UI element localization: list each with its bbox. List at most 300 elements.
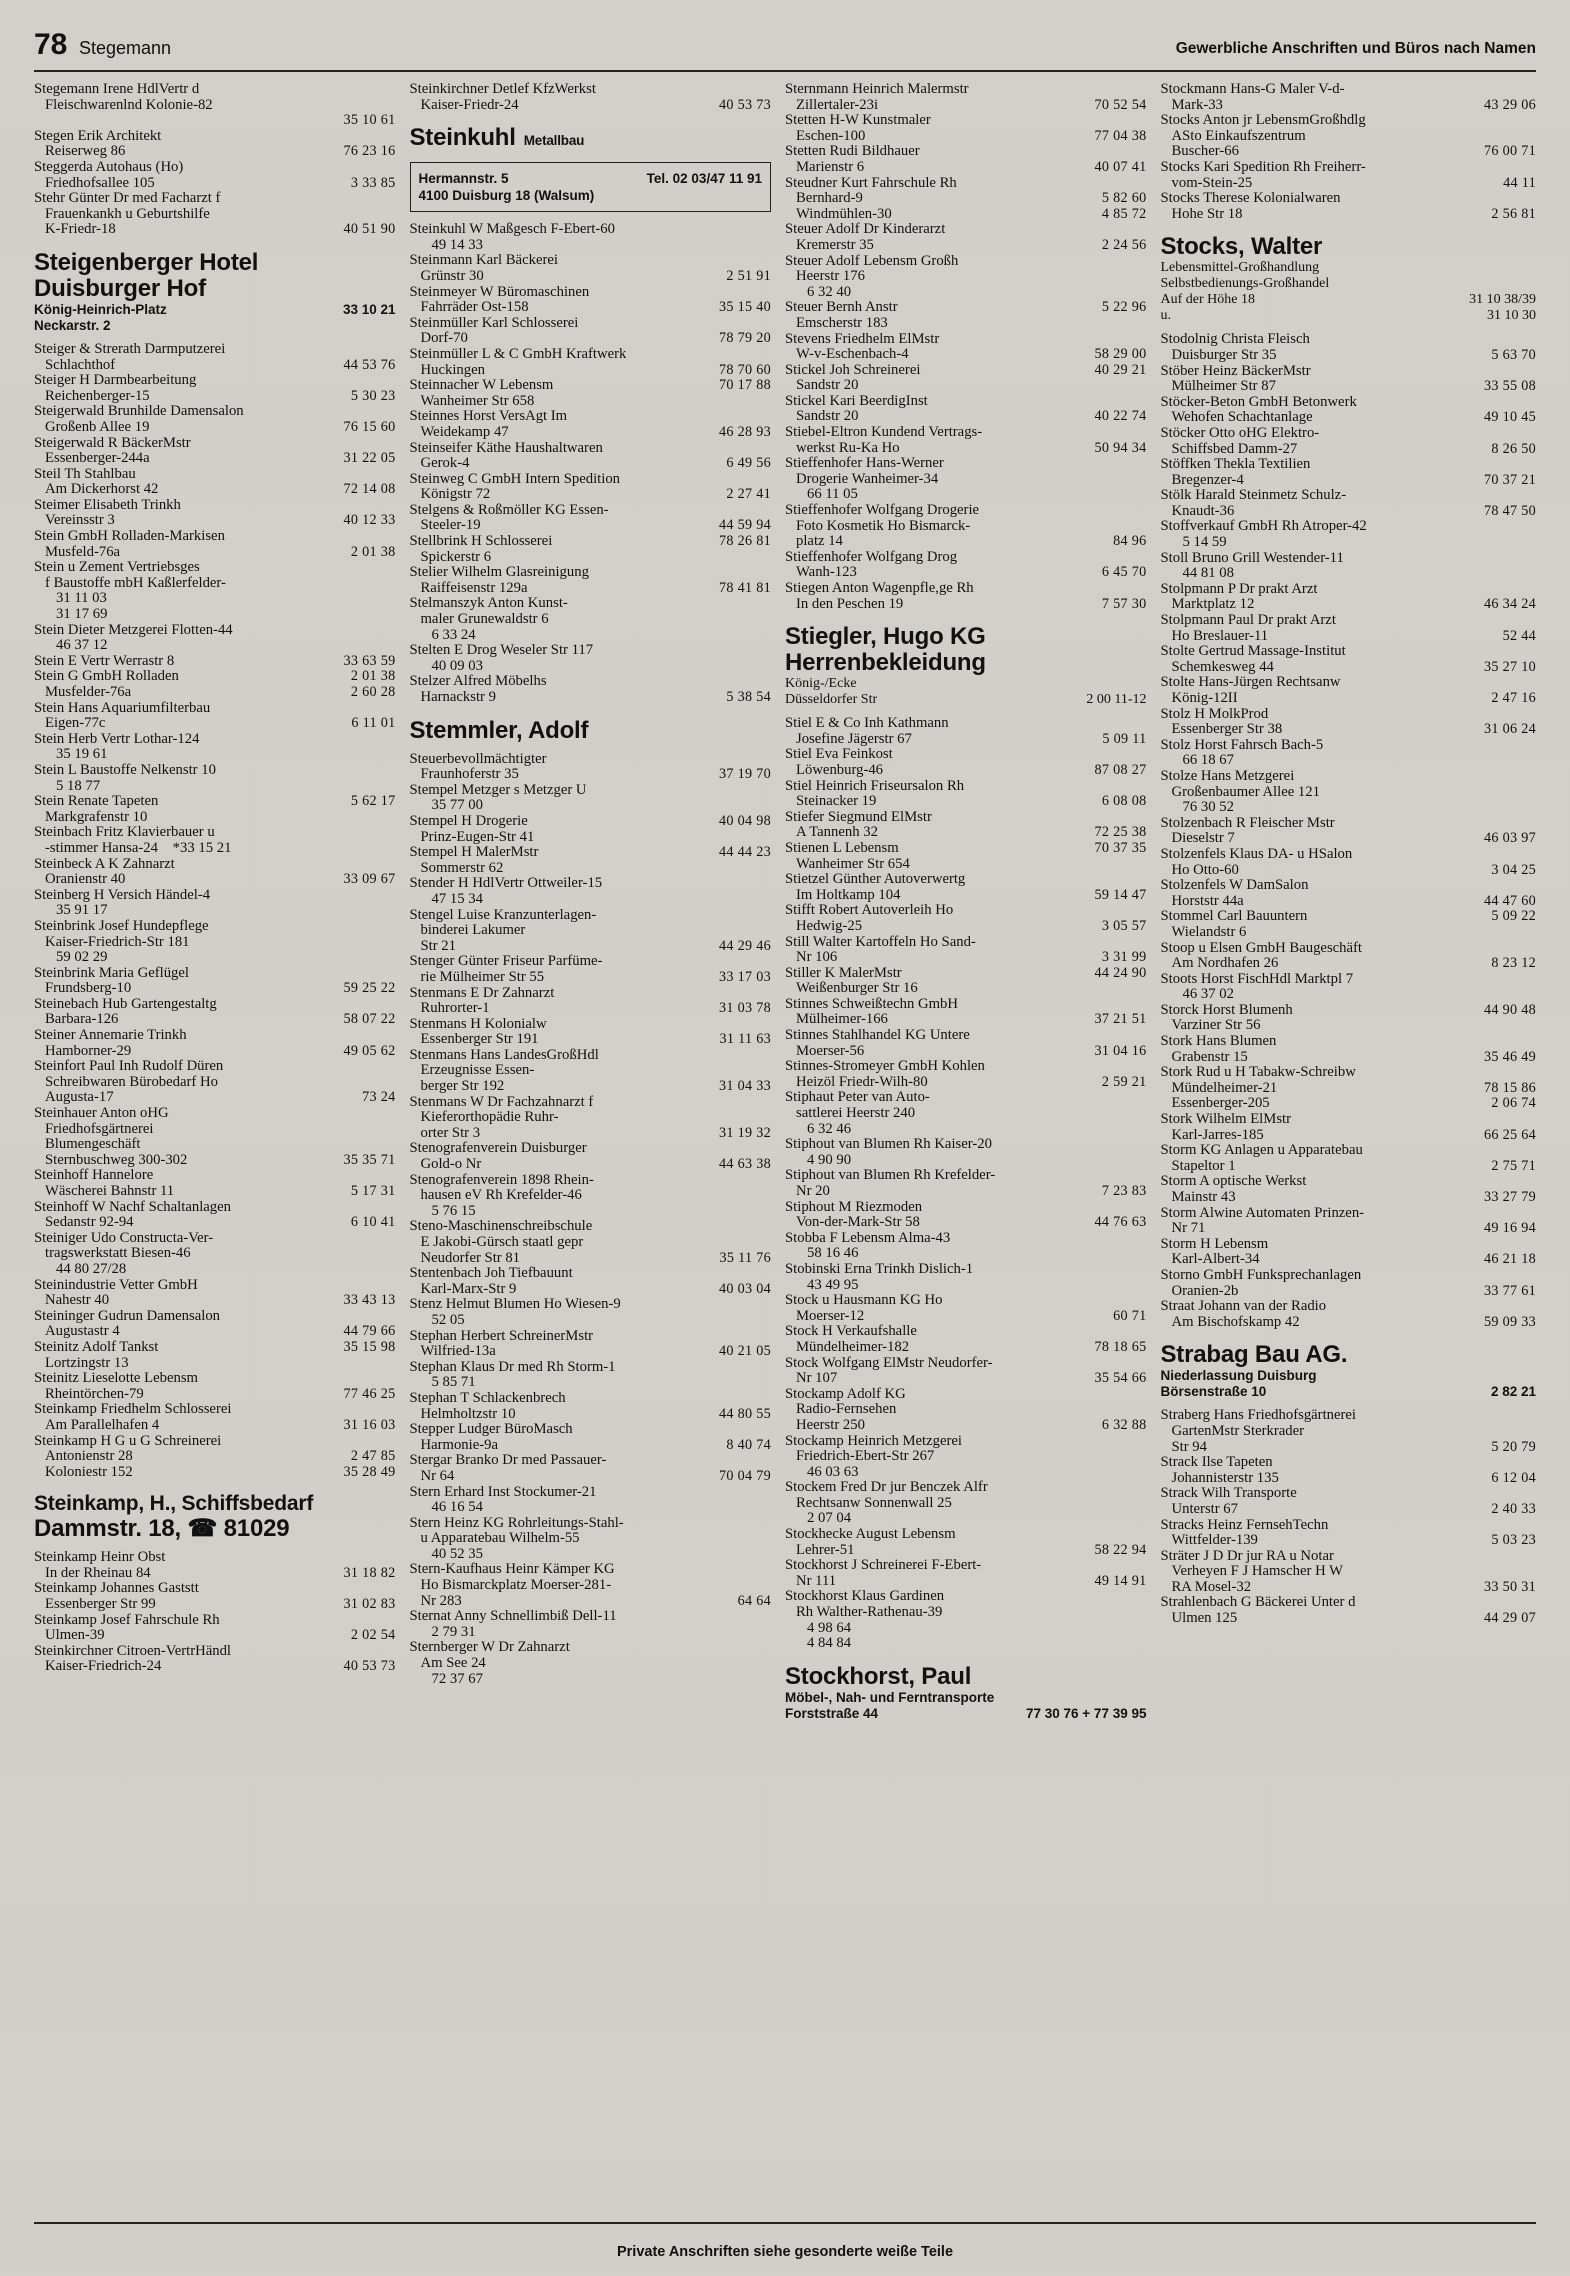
entry-text: Augusta-17 — [45, 1089, 114, 1106]
advertiser-address-line — [1161, 260, 1537, 276]
entry-text: Steinnacher W Lebensm — [409, 377, 554, 394]
advertiser-title: Herrenbekleidung — [785, 649, 986, 677]
directory-entry-line — [1161, 129, 1537, 145]
entry-text: berger Str 192 — [420, 1078, 505, 1095]
entry-text: Steinkamp H G u G Schreinerei — [34, 1432, 222, 1449]
entry-text: Steigerwald R BäckerMstr — [34, 434, 191, 451]
directory-entry-line — [785, 1231, 1147, 1247]
entry-phone: 66 25 64 — [1483, 1126, 1536, 1143]
entry-text: Prinz-Eugen-Str 41 — [420, 828, 535, 845]
advertiser-phone: 33 10 21 — [342, 301, 396, 317]
entry-text: Stegen Erik Architekt — [34, 127, 162, 144]
directory-entry-line — [1161, 535, 1537, 551]
entry-text: 58 16 46 — [807, 1245, 859, 1262]
entry-text: Steinbrink Josef Hundepflege — [34, 917, 209, 934]
entry-phone: 40 22 74 — [1094, 408, 1147, 425]
directory-entry-line — [785, 1246, 1147, 1262]
directory-entry-line — [410, 1453, 772, 1469]
entry-text: Stiphout van Blumen Rh Kaiser-20 — [785, 1136, 992, 1153]
entry-phone: 40 53 73 — [718, 96, 771, 113]
entry-text: Steinkuhl W Maßgesch F-Ebert-60 — [409, 221, 615, 238]
entry-phone: 2 59 21 — [1101, 1073, 1147, 1090]
entry-text: Buscher-66 — [1171, 143, 1239, 160]
directory-entry-line — [785, 857, 1147, 873]
entry-text: Spickerstr 6 — [420, 548, 492, 565]
directory-entry-line — [1161, 1143, 1537, 1159]
advertiser-address-text: 4100 Duisburg 18 (Walsum) — [418, 188, 595, 204]
directory-entry-line — [410, 659, 772, 675]
entry-text: Horststr 44a — [1171, 892, 1244, 909]
advertiser-address-text: König-Heinrich-Platz — [34, 301, 167, 317]
directory-entry-line — [785, 919, 1147, 935]
entry-text: Am See 24 — [420, 1655, 486, 1672]
directory-entry-line — [1161, 410, 1537, 426]
directory-entry-line — [1161, 1112, 1537, 1128]
directory-entry-line — [34, 1418, 396, 1434]
directory-entry-line — [785, 409, 1147, 425]
entry-text: Stein GmbH Rolladen-Markisen — [34, 528, 225, 545]
directory-entry-line — [410, 1672, 772, 1688]
entry-phone: 49 14 91 — [1094, 1572, 1147, 1589]
entry-text: Steinitz Adolf Tankst — [34, 1338, 159, 1355]
entry-text: Steudner Kurt Fahrschule Rh — [785, 174, 957, 191]
entry-phone: 2 06 74 — [1491, 1095, 1536, 1112]
directory-entry-line — [1161, 800, 1537, 816]
entry-text: Stein E Vertr Werrastr 8 — [34, 652, 175, 669]
entry-text: Stolte Hans-Jürgen Rechtsanw — [1160, 674, 1341, 691]
advertiser-title: Stemmler, Adolf — [409, 716, 589, 744]
entry-text: Barbara-126 — [45, 1011, 119, 1028]
directory-entry-line — [410, 565, 772, 581]
entry-text: Steiger H Darmbearbeitung — [34, 372, 197, 389]
entry-text: 5 85 71 — [431, 1374, 476, 1391]
entry-text: Stinnes Stahlhandel KG Untere — [785, 1027, 970, 1044]
directory-entry-line — [785, 810, 1147, 826]
entry-phone: 31 19 32 — [718, 1124, 771, 1141]
entry-text: Am Dickerhorst 42 — [45, 481, 159, 498]
entry-text: Grünstr 30 — [420, 267, 484, 284]
directory-entry-line — [34, 1184, 396, 1200]
entry-text: Stoop u Elsen GmbH Baugeschäft — [1160, 939, 1363, 956]
advertiser-title: Stiegler, Hugo KG — [785, 623, 986, 651]
directory-entry-line — [410, 783, 772, 799]
entry-phone: 44 11 — [1503, 174, 1536, 191]
entry-text: Hamborner-29 — [45, 1042, 132, 1059]
directory-entry-line — [34, 1106, 396, 1122]
entry-text: Mainstr 43 — [1171, 1189, 1236, 1205]
advertiser-address-line — [1161, 308, 1537, 324]
entry-text: Steinbrink Maria Geflügel — [34, 964, 189, 981]
directory-entry-line — [34, 404, 396, 420]
entry-text: Neudorfer Str 81 — [420, 1249, 521, 1266]
directory-entry-line — [34, 1659, 396, 1675]
entry-phone: 5 22 96 — [1101, 299, 1147, 316]
entry-text: Sternberger W Dr Zahnarzt — [409, 1639, 570, 1656]
directory-entry-line — [410, 1126, 772, 1142]
advertiser-block — [34, 250, 396, 334]
directory-entry-line — [785, 332, 1147, 348]
entry-text: Stolzenbach R Fleischer Mstr — [1160, 814, 1335, 831]
directory-entry-line — [410, 1204, 772, 1220]
entry-text: ASto Einkaufszentrum — [1171, 127, 1306, 144]
entry-text: Mündelheimer-21 — [1171, 1079, 1278, 1096]
entry-text: Steinhoff Hannelore — [34, 1167, 154, 1184]
directory-entry-line — [1161, 1595, 1537, 1611]
directory-entry-line — [1161, 1549, 1537, 1565]
directory-entry-line — [1161, 972, 1537, 988]
directory-entry-line — [1161, 332, 1537, 348]
directory-entry-line — [1161, 613, 1537, 629]
advertiser-address-text: Forststraße 44 — [785, 1705, 879, 1721]
entry-text: Steinmann Karl Bäckerei — [409, 252, 558, 269]
directory-entry-line — [785, 1309, 1147, 1325]
entry-text: Stein u Zement Vertriebsges — [34, 559, 200, 576]
advertiser-address-line — [1161, 292, 1537, 308]
advertiser-title: Steinkuhl Metallbau — [409, 124, 585, 152]
directory-entry-line — [410, 1531, 772, 1547]
entry-group — [34, 1550, 396, 1675]
entry-text: Hedwig-25 — [796, 917, 863, 934]
entry-phone: 35 46 49 — [1483, 1048, 1536, 1065]
directory-entry-line — [410, 1422, 772, 1438]
directory-entry-line — [34, 1581, 396, 1597]
entry-phone: 49 10 45 — [1483, 409, 1536, 426]
directory-entry-line — [1161, 442, 1537, 458]
entry-phone: 70 04 79 — [718, 1467, 771, 1484]
entry-text: Wittfelder-139 — [1171, 1532, 1258, 1549]
directory-entry-line — [1161, 160, 1537, 176]
entry-text: Bernhard-9 — [796, 190, 863, 207]
directory-entry-line — [1161, 1284, 1537, 1300]
entry-group — [1161, 332, 1537, 1330]
entry-text: Stölk Harald Steinmetz Schulz- — [1160, 487, 1347, 504]
entry-text: Stockamp Heinrich Metzgerei — [785, 1432, 963, 1449]
entry-text: Von-der-Mark-Str 58 — [796, 1214, 920, 1231]
entry-text: Gold-o Nr — [420, 1156, 482, 1173]
directory-entry-line — [410, 643, 772, 659]
directory-entry-line — [1161, 519, 1537, 535]
entry-text: Sternmann Heinrich Malermstr — [785, 81, 969, 97]
directory-entry-line — [1161, 457, 1537, 473]
directory-entry-line — [785, 347, 1147, 363]
entry-text: Ho Breslauer-11 — [1171, 627, 1269, 644]
entry-phone: 40 04 98 — [718, 812, 771, 829]
directory-entry-line — [410, 1329, 772, 1345]
directory-entry-line — [785, 1153, 1147, 1169]
entry-phone: 44 29 46 — [718, 937, 771, 954]
directory-entry-line — [1161, 738, 1537, 754]
entry-text: W-v-Eschenbach-4 — [796, 346, 909, 363]
directory-entry-line — [1161, 1081, 1537, 1097]
entry-phone: 64 64 — [737, 1592, 771, 1609]
advertiser-title: Duisburger Hof — [34, 274, 206, 302]
entry-text: Storm KG Anlagen u Apparatebau — [1160, 1142, 1363, 1159]
directory-entry-line — [34, 950, 396, 966]
entry-text: Stolpmann Paul Dr prakt Arzt — [1160, 612, 1336, 629]
directory-entry-line — [785, 872, 1147, 888]
entry-text: vom-Stein-25 — [1171, 174, 1253, 191]
entry-text: Strahlenbach G Bäckerei Unter d — [1160, 1594, 1356, 1611]
entry-text: Großenbaumer Allee 121 — [1171, 783, 1320, 800]
entry-phone: 72 25 38 — [1094, 824, 1147, 841]
directory-entry-line — [1161, 1190, 1537, 1206]
directory-entry-line — [410, 830, 772, 846]
directory-entry-line — [410, 472, 772, 488]
entry-text: Essenberger-205 — [1171, 1095, 1270, 1112]
directory-entry-line — [410, 503, 772, 519]
entry-text: Str 21 — [420, 937, 456, 954]
entry-text: Stiel E & Co Inh Kathmann — [785, 715, 949, 732]
advertiser-address-text: Düsseldorfer Str — [785, 692, 878, 708]
entry-group — [34, 82, 396, 238]
entry-text: Moerser-56 — [796, 1042, 865, 1059]
entry-phone: 6 08 08 — [1101, 793, 1147, 810]
page-header — [34, 28, 1536, 68]
directory-entry-line — [410, 1157, 772, 1173]
directory-entry-line — [1161, 831, 1537, 847]
directory-entry-line — [34, 529, 396, 545]
directory-entry-line — [410, 1063, 772, 1079]
advertiser-address-line — [1161, 1384, 1537, 1400]
entry-text: Mülheimer Str 87 — [1171, 378, 1276, 395]
directory-entry-line — [410, 1656, 772, 1672]
entry-text: Stinnes Schweißtechn GmbH — [785, 995, 958, 1012]
directory-entry-line — [785, 1215, 1147, 1231]
directory-entry-line — [785, 716, 1147, 732]
entry-text: König-12II — [1171, 690, 1238, 706]
directory-entry-line — [1161, 176, 1537, 192]
entry-text: Stocks Anton jr LebensmGroßhdlg — [1160, 112, 1366, 129]
entry-text: Stracks Heinz FernsehTechn — [1160, 1516, 1329, 1533]
directory-entry-line — [1161, 207, 1537, 223]
entry-phone: 2 47 85 — [350, 1448, 396, 1465]
entry-phone: 58 29 00 — [1094, 346, 1147, 363]
entry-text: 46 03 63 — [807, 1463, 859, 1480]
directory-entry-line — [785, 779, 1147, 795]
entry-text: Steinkirchner Detlef KfzWerkst — [409, 81, 596, 97]
directory-entry-line — [785, 176, 1147, 192]
directory-entry-line — [34, 342, 396, 358]
directory-entry-line — [410, 1079, 772, 1095]
directory-entry-line — [34, 1628, 396, 1644]
directory-entry-line — [410, 331, 772, 347]
entry-text: Verheyen F J Hamscher H W — [1171, 1563, 1343, 1580]
directory-entry-line — [410, 767, 772, 783]
entry-text: Duisburger Str 35 — [1171, 346, 1277, 363]
directory-entry-line — [1161, 504, 1537, 520]
entry-text: Oranien-2b — [1171, 1282, 1239, 1299]
entry-text: Stergar Branko Dr med Passauer- — [409, 1452, 607, 1469]
entry-text: 76 30 52 — [1182, 799, 1234, 816]
advertiser-subtitle: Niederlassung Duisburg — [1160, 1368, 1317, 1384]
entry-text: binderei Lakumer — [420, 922, 526, 939]
directory-entry-line — [34, 1324, 396, 1340]
entry-text: Essenberger Str 38 — [1171, 721, 1283, 738]
entry-phone: 33 17 03 — [718, 968, 771, 985]
directory-entry-line — [785, 1340, 1147, 1356]
entry-text: Am Bischofskamp 42 — [1171, 1313, 1300, 1330]
entry-text: Stelier Wilhelm Glasreinigung — [409, 564, 589, 581]
directory-entry-line — [34, 825, 396, 841]
directory-entry-line — [785, 1028, 1147, 1044]
directory-entry-line — [1161, 629, 1537, 645]
entry-phone: 35 15 40 — [718, 299, 771, 316]
entry-text: Nr 107 — [796, 1370, 838, 1387]
entry-phone: 37 21 51 — [1094, 1011, 1147, 1028]
entry-text: Steinkamp Friedhelm Schlosserei — [34, 1401, 232, 1418]
entry-phone: 46 34 24 — [1483, 596, 1536, 613]
directory-entry-line — [1161, 1424, 1537, 1440]
entry-text: Stern-Kaufhaus Heinr Kämper KG — [409, 1561, 615, 1578]
directory-entry-line — [1161, 707, 1537, 723]
directory-entry-line — [1161, 925, 1537, 941]
entry-phone: 44 90 48 — [1483, 1001, 1536, 1018]
entry-text: Weißenburger Str 16 — [796, 980, 918, 997]
entry-text: Bregenzer-4 — [1171, 471, 1244, 488]
entry-text: Lehrer-51 — [796, 1541, 855, 1558]
advertiser-block — [1161, 234, 1537, 324]
entry-phone: 31 06 24 — [1483, 721, 1536, 738]
directory-entry-line — [785, 550, 1147, 566]
entry-text: Fraunhoferstr 35 — [420, 766, 519, 783]
entry-phone: 46 28 93 — [718, 423, 771, 440]
directory-entry-line — [785, 82, 1147, 98]
entry-phone: 58 22 94 — [1094, 1541, 1147, 1558]
directory-entry-line — [34, 810, 396, 826]
entry-text: Steinhauer Anton oHG — [34, 1105, 169, 1122]
directory-entry-line — [1161, 1159, 1537, 1175]
directory-entry-line — [410, 1297, 772, 1313]
directory-entry-line — [1161, 691, 1537, 707]
entry-phone: 40 12 33 — [343, 512, 396, 529]
advertiser-phone: Tel. 02 03/47 11 91 — [646, 171, 762, 187]
directory-entry-line — [785, 269, 1147, 285]
directory-entry-line — [1161, 894, 1537, 910]
directory-entry-line — [1161, 816, 1537, 832]
entry-phone: 44 63 38 — [718, 1156, 771, 1173]
entry-text: Helmholtzstr 10 — [420, 1405, 516, 1422]
entry-text: 52 05 — [431, 1311, 465, 1328]
directory-entry-line — [410, 1640, 772, 1656]
entry-phone: 35 27 10 — [1483, 658, 1536, 675]
entry-text: 40 09 03 — [431, 657, 483, 674]
entry-text: Stentenbach Joh Tiefbauunt — [409, 1265, 573, 1282]
entry-phone: 7 57 30 — [1101, 595, 1147, 612]
advertiser-phone: 2 00 11-12 — [1086, 692, 1147, 708]
directory-entry-line — [410, 1344, 772, 1360]
entry-text: Steggerda Autohaus (Ho) — [34, 158, 184, 175]
entry-text: Stoffverkauf GmbH Rh Atroper-42 — [1160, 518, 1367, 535]
entry-text: Stempel H Drogerie — [409, 812, 528, 829]
entry-text: Rheintörchen-79 — [45, 1385, 144, 1402]
directory-entry-line — [34, 1044, 396, 1060]
directory-entry-line — [34, 872, 396, 888]
directory-entry-line — [1161, 191, 1537, 207]
directory-entry-line — [1161, 1299, 1537, 1315]
directory-entry-line — [1161, 956, 1537, 972]
directory-entry-line — [410, 970, 772, 986]
directory-entry-line — [1161, 675, 1537, 691]
directory-entry-line — [34, 420, 396, 436]
directory-entry-line — [410, 1594, 772, 1610]
entry-text: Steinweg C GmbH Intern Spedition — [409, 470, 621, 487]
entry-text: Stenz Helmut Blumen Ho Wiesen-9 — [409, 1296, 621, 1313]
directory-entry-line — [1161, 488, 1537, 504]
directory-entry-line — [410, 1438, 772, 1454]
entry-text: Frundsberg-10 — [45, 980, 132, 997]
directory-entry-line — [410, 534, 772, 550]
directory-entry-line — [1161, 1471, 1537, 1487]
directory-entry-line — [785, 534, 1147, 550]
entry-phone: 46 03 97 — [1483, 830, 1536, 847]
entry-phone: 5 63 70 — [1491, 346, 1536, 363]
directory-entry-line — [785, 565, 1147, 581]
directory-entry-line — [1161, 1502, 1537, 1518]
directory-entry-line — [34, 545, 396, 561]
entry-text: 6 33 24 — [431, 626, 476, 643]
directory-entry-line — [785, 300, 1147, 316]
entry-phone: 6 11 01 — [351, 715, 396, 732]
entry-text: Nr 64 — [420, 1467, 455, 1484]
directory-entry-line — [34, 966, 396, 982]
entry-text: 6 32 40 — [807, 283, 852, 300]
entry-text: Storm A optische Werkst — [1160, 1173, 1307, 1190]
directory-entry-line — [410, 798, 772, 814]
entry-text: Stelgens & Roßmöller KG Essen- — [409, 501, 609, 518]
directory-entry-line — [785, 1402, 1147, 1418]
entry-text: Stickel Joh Schreinerei — [785, 361, 921, 378]
directory-entry-line — [785, 597, 1147, 613]
entry-text: 44 80 27/28 — [56, 1260, 127, 1277]
entry-text: Steigerwald Brunhilde Damensalon — [34, 403, 244, 420]
directory-entry-line — [785, 441, 1147, 457]
entry-phone: 60 71 — [1113, 1307, 1147, 1324]
entry-phone: 78 41 81 — [718, 579, 771, 596]
advertiser-address-text: Hermannstr. 5 — [418, 171, 509, 187]
entry-text: Stenmans W Dr Fachzahnarzt f — [409, 1093, 594, 1110]
entry-phone: 3 04 25 — [1491, 861, 1536, 878]
directory-entry-line — [785, 503, 1147, 519]
directory-entry-line — [785, 1184, 1147, 1200]
entry-text: Fahrräder Ost-158 — [420, 299, 529, 316]
directory-entry-line — [34, 685, 396, 701]
entry-text: Karl-Marx-Str 9 — [420, 1280, 517, 1297]
entry-text: Varziner Str 56 — [1171, 1017, 1261, 1034]
entry-phone: 44 24 90 — [1094, 964, 1147, 981]
entry-text: Stengel Luise Kranzunterlagen- — [409, 906, 597, 923]
directory-entry-line — [410, 1266, 772, 1282]
directory-entry-line — [410, 612, 772, 628]
entry-text: Markgrafenstr 10 — [45, 808, 148, 825]
directory-entry-line — [34, 451, 396, 467]
directory-entry-line — [410, 269, 772, 285]
entry-text: Stern Erhard Inst Stockumer-21 — [409, 1483, 597, 1500]
directory-entry-line — [785, 1636, 1147, 1652]
entry-text: Steinmüller L & C GmbH Kraftwerk — [409, 345, 627, 362]
entry-text: Marktplatz 12 — [1171, 596, 1255, 613]
entry-phone: 35 10 61 — [343, 112, 396, 129]
entry-text: Wilfried-13a — [420, 1343, 496, 1360]
directory-entry-line — [410, 1360, 772, 1376]
advertiser-phone: 77 30 76 + 77 39 95 — [1026, 1705, 1147, 1721]
entry-text: GartenMstr Sterkrader — [1171, 1422, 1305, 1439]
entry-text: Straberg Hans Friedhofsgärtnerei — [1160, 1407, 1357, 1424]
directory-entry-line — [410, 986, 772, 1002]
entry-text: Stöber Heinz BäckerMstr — [1160, 362, 1311, 379]
directory-entry-line — [785, 1200, 1147, 1216]
entry-phone: 44 79 66 — [343, 1323, 396, 1340]
directory-entry-line — [34, 1246, 396, 1262]
